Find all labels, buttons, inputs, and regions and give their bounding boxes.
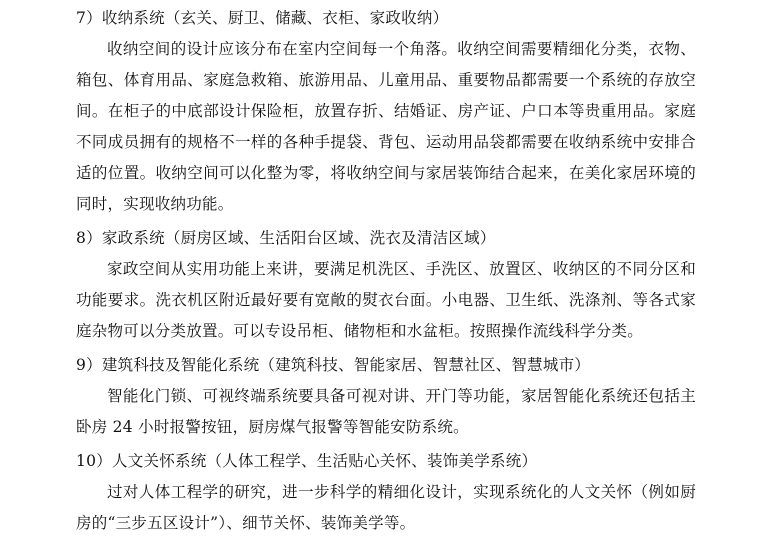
section-body-7: 收纳空间的设计应该分布在室内空间每一个角落。收纳空间需要精细化分类，衣物、箱包、体育用品、家庭急救箱、旅游用品、儿童用品、重要物品都需要一个系统的存放空间。在柜子的中底部设计保险柜，放置存折、结婚证、房产证、户口本等贵重用品。家庭不同成员拥有的规格不一样的各种手提袋、背包、运动用品袋都需要在收纳系统中安排合适的位置。收纳空间可以化整为零，将收纳空间与家居装饰结合起来，在美化家居环境的同时，实现收纳功能。 <box>76 40 696 213</box>
section-body-10: 过对人体工程学的研究，进一步科学的精细化设计，实现系统化的人文关怀（例如厨房的“三步五区设计”）、细节关怀、装饰美学等。 <box>76 483 696 532</box>
section-body-8: 家政空间从实用功能上来讲，要满足机洗区、手洗区、放置区、收纳区的不同分区和功能要求。洗衣机区附近最好要有宽敞的熨衣台面。小电器、卫生纸、洗涤剂、等各式家庭杂物可以分类放置。可以专设吊柜、储物柜和水盆柜。按照操作流线科学分类。 <box>76 260 696 340</box>
section-heading-7: 7）收纳系统（玄关、厨卫、储藏、衣柜、家政收纳） <box>76 9 449 27</box>
section-heading-10: 10）人文关怀系统（人体工程学、生活贴心关怀、装饰美学系统） <box>76 452 538 470</box>
section-heading-8: 8）家政系统（厨房区域、生活阳台区域、洗衣及清洁区域） <box>76 229 496 247</box>
document-body <box>76 0 696 539</box>
section-heading-9: 9）建筑科技及智能化系统（建筑科技、智能家居、智慧社区、智慧城市） <box>76 356 591 374</box>
section-body-9: 智能化门锁、可视终端系统要具备可视对讲、开门等功能，家居智能化系统还包括主卧房 24 小时报警按钮，厨房煤气报警等智能安防系统。 <box>76 387 696 436</box>
